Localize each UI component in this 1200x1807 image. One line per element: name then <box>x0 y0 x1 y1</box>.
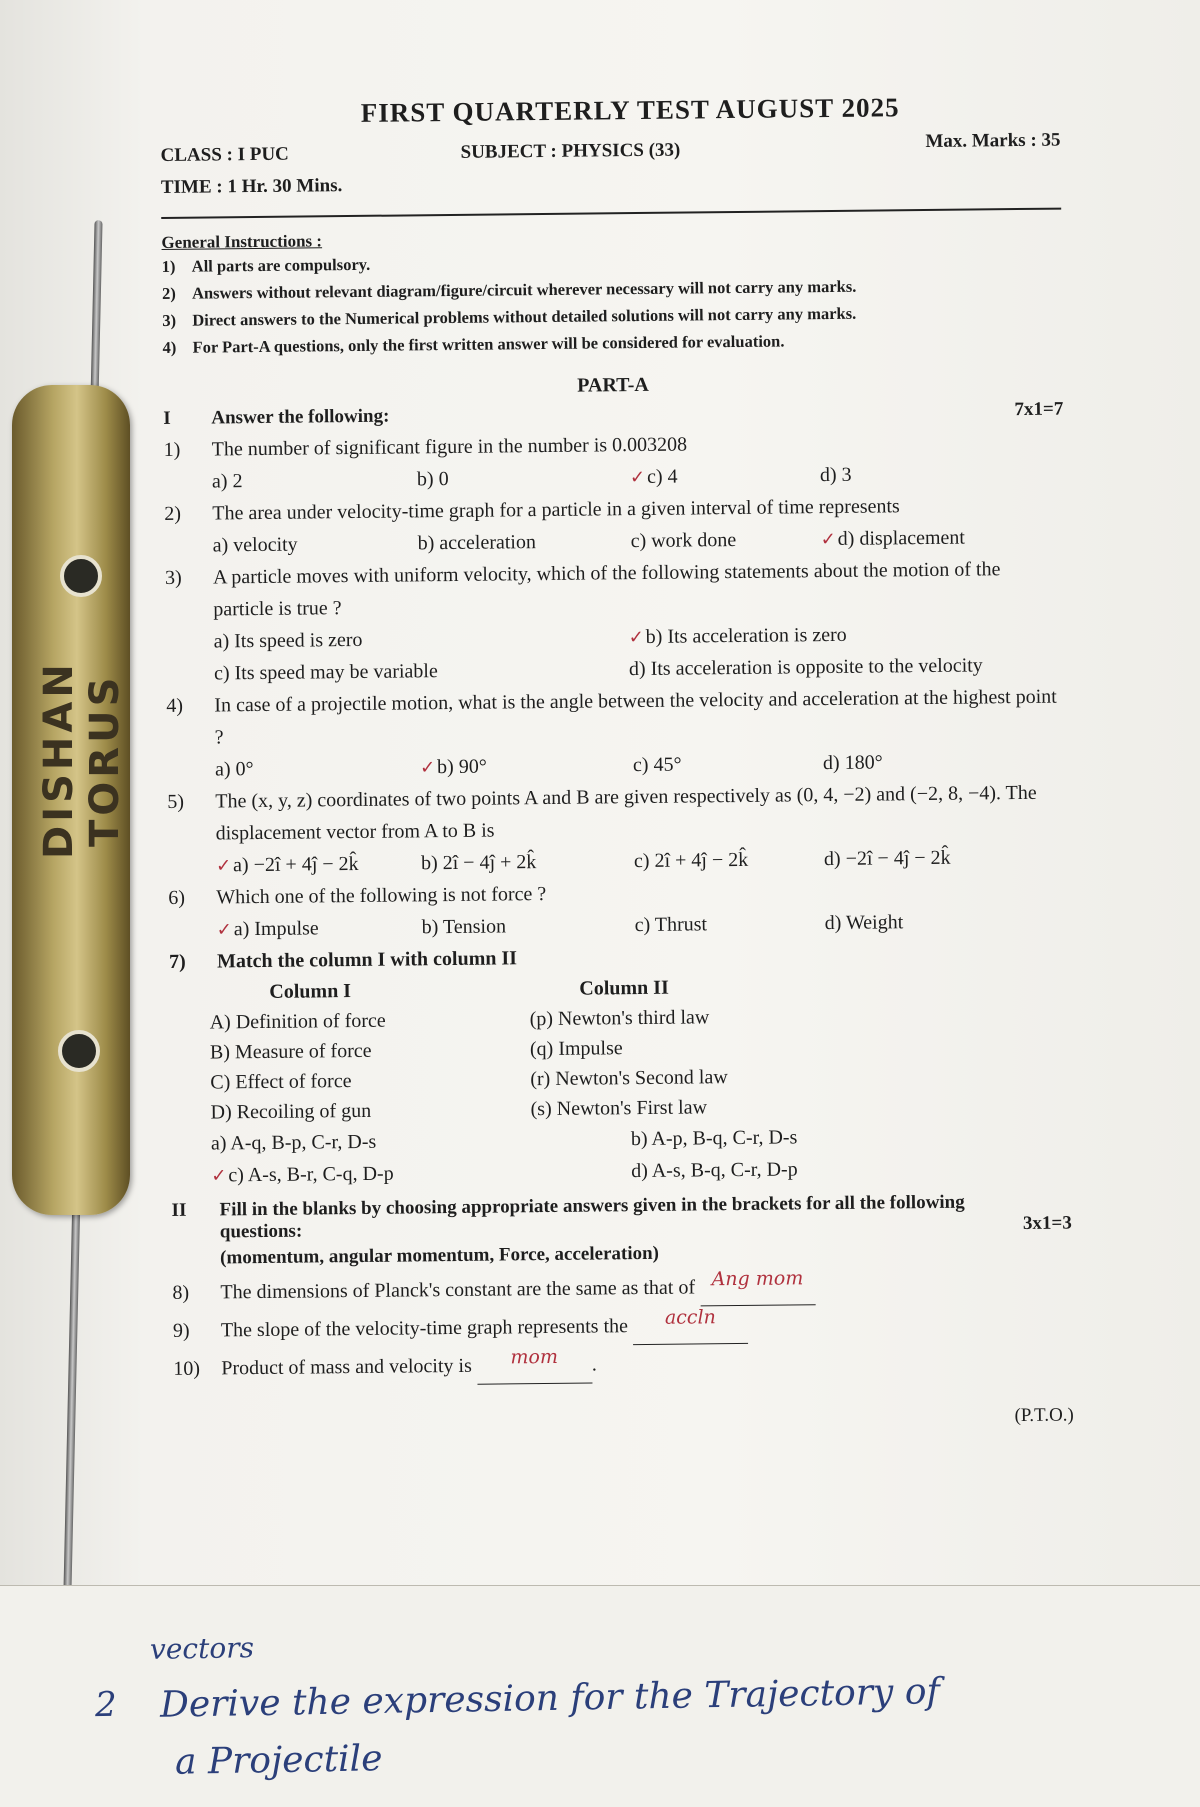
exam-header <box>160 129 1061 211</box>
check-mark-icon: ✓ <box>216 919 232 940</box>
instructions-list <box>162 244 1063 361</box>
option-d: d) −2î − 4ĵ − 2k̂ <box>823 846 951 871</box>
section-i-heading: I Answer the following: 7x1=7 <box>163 398 1064 429</box>
option-c: c) Thrust <box>634 913 708 937</box>
answer-blank: accln <box>633 1306 748 1345</box>
instruction-item: 4) For Part-A questions, only the first written answer will be considered for evaluation. <box>162 331 785 357</box>
class-label: CLASS : I PUC <box>160 143 289 166</box>
max-marks-label: Max. Marks : 35 <box>925 129 1061 152</box>
check-mark-icon: ✓ <box>215 855 232 876</box>
handwritten-question-cont: a Projectile <box>174 1738 383 1783</box>
question-6: 6) Which one of the following is not force ? <box>168 882 547 909</box>
check-mark-icon: ✓ <box>629 466 646 488</box>
question-4: 4) In case of a projectile motion, what is the angle between the velocity and acceleration at the highest point ? <box>166 685 1057 749</box>
instructions-title: General Instructions : <box>161 231 323 252</box>
check-mark-icon: ✓ <box>419 757 436 778</box>
option-d: d) A-s, B-q, C-r, D-p <box>631 1158 798 1183</box>
question-9: 9) The slope of the velocity-time graph represents the accln <box>173 1303 1073 1350</box>
check-mark-icon: ✓ <box>820 528 836 550</box>
match-row: D) Recoiling of gun (s) Newton's First law <box>210 1096 708 1124</box>
option-b: b) 2î − 4ĵ + 2k̂ <box>420 851 537 875</box>
subject-label: SUBJECT : PHYSICS (33) <box>460 139 681 163</box>
instruction-item: 2) Answers without relevant diagram/figure/circuit wherever necessary will not carry any marks. <box>161 276 857 303</box>
section-ii-heading: II Fill in the blanks by choosing appropriate answers given in the brackets for all the following questions: 3x1=3 <box>171 1191 1072 1243</box>
match-header: Column I Column II <box>269 976 669 1003</box>
file-clip-brand: DISHAN TORUS <box>36 660 128 860</box>
option-c: ✓c) A-s, B-r, C-q, D-p <box>211 1162 394 1187</box>
option-c: c) work done <box>630 528 737 553</box>
question-1: 1) The number of significant figure in the number is 0.003208 <box>163 433 688 461</box>
handwritten-note: vectors <box>149 1631 255 1666</box>
option-b: ✓b) Its acceleration is zero <box>628 623 847 648</box>
option-a: a) velocity <box>212 533 298 557</box>
exam-sheet <box>160 91 1074 1436</box>
match-row: B) Measure of force (q) Impulse <box>209 1037 623 1064</box>
option-c: c) 2î + 4ĵ − 2k̂ <box>633 848 749 873</box>
option-a: a) 2 <box>211 470 243 493</box>
question-8: 8) The dimensions of Planck's constant are the same as that of Ang mom <box>172 1265 1072 1312</box>
option-d: ✓d) displacement <box>820 526 966 550</box>
option-b: ✓b) 90° <box>419 755 487 779</box>
instruction-item: 3) Direct answers to the Numerical problems without detailed solutions will not carry any marks. <box>162 303 857 330</box>
option-d: d) 3 <box>819 463 852 487</box>
option-d: d) 180° <box>822 751 883 775</box>
question-2: 2) The area under velocity-time graph for a particle in a given interval of time represents <box>164 495 900 525</box>
handwritten-number: 2 <box>94 1684 117 1726</box>
check-mark-icon: ✓ <box>211 1165 227 1186</box>
handwritten-question: Derive the expression for the Trajectory of <box>159 1671 941 1726</box>
section-marks: 3x1=3 <box>1022 1212 1072 1235</box>
option-d: d) Weight <box>824 911 904 935</box>
answer-blank: Ang mom <box>700 1267 815 1306</box>
option-b: b) A-p, B-q, C-r, D-s <box>630 1126 798 1151</box>
option-a: a) A-q, B-p, C-r, D-s <box>210 1130 377 1155</box>
question-5: 5) The (x, y, z) coordinates of two points A and B are given respectively as (0, 4, −2) and (−2, 8, −4). The displacement vector from A to B is <box>167 781 1037 845</box>
option-a: a) 0° <box>214 758 254 781</box>
option-b: b) 0 <box>416 467 449 491</box>
punch-hole <box>60 555 102 597</box>
answer-blank: mom <box>477 1346 592 1385</box>
exam-title: FIRST QUARTERLY TEST AUGUST 2025 <box>360 92 900 128</box>
question-10: 10) Product of mass and velocity is mom . <box>173 1341 1073 1388</box>
section-marks: 7x1=7 <box>1014 398 1064 421</box>
punch-hole <box>58 1030 100 1072</box>
option-b: b) acceleration <box>417 531 537 555</box>
option-b: b) Tension <box>421 915 507 939</box>
pto-label: (P.T.O.) <box>1014 1404 1074 1427</box>
time-label: TIME : 1 Hr. 30 Mins. <box>160 175 343 198</box>
question-3: 3) A particle moves with uniform velocity, which of the following statements about the motion of the particle is true ? <box>164 558 1001 621</box>
part-a-title: PART-A <box>577 373 649 397</box>
option-a: ✓a) Impulse <box>216 917 319 941</box>
option-c: ✓c) 4 <box>629 465 678 488</box>
check-mark-icon: ✓ <box>628 626 644 648</box>
option-c: c) Its speed may be variable <box>213 660 438 685</box>
instruction-item: 1) All parts are compulsory. <box>161 254 371 276</box>
question-7: 7) Match the column I with column II <box>168 947 518 973</box>
option-a: ✓a) −2î + 4ĵ − 2k̂ <box>215 852 359 877</box>
option-a: a) Its speed is zero <box>213 628 363 653</box>
match-table <box>209 969 1071 1128</box>
match-row: A) Definition of force (p) Newton's third law <box>209 1006 710 1034</box>
fill-choices: (momentum, angular momentum, Force, acceleration) <box>220 1242 660 1269</box>
match-row: C) Effect of force (r) Newton's Second law <box>210 1066 728 1094</box>
option-d: d) Its acceleration is opposite to the velocity <box>628 654 983 681</box>
option-c: c) 45° <box>632 753 682 777</box>
